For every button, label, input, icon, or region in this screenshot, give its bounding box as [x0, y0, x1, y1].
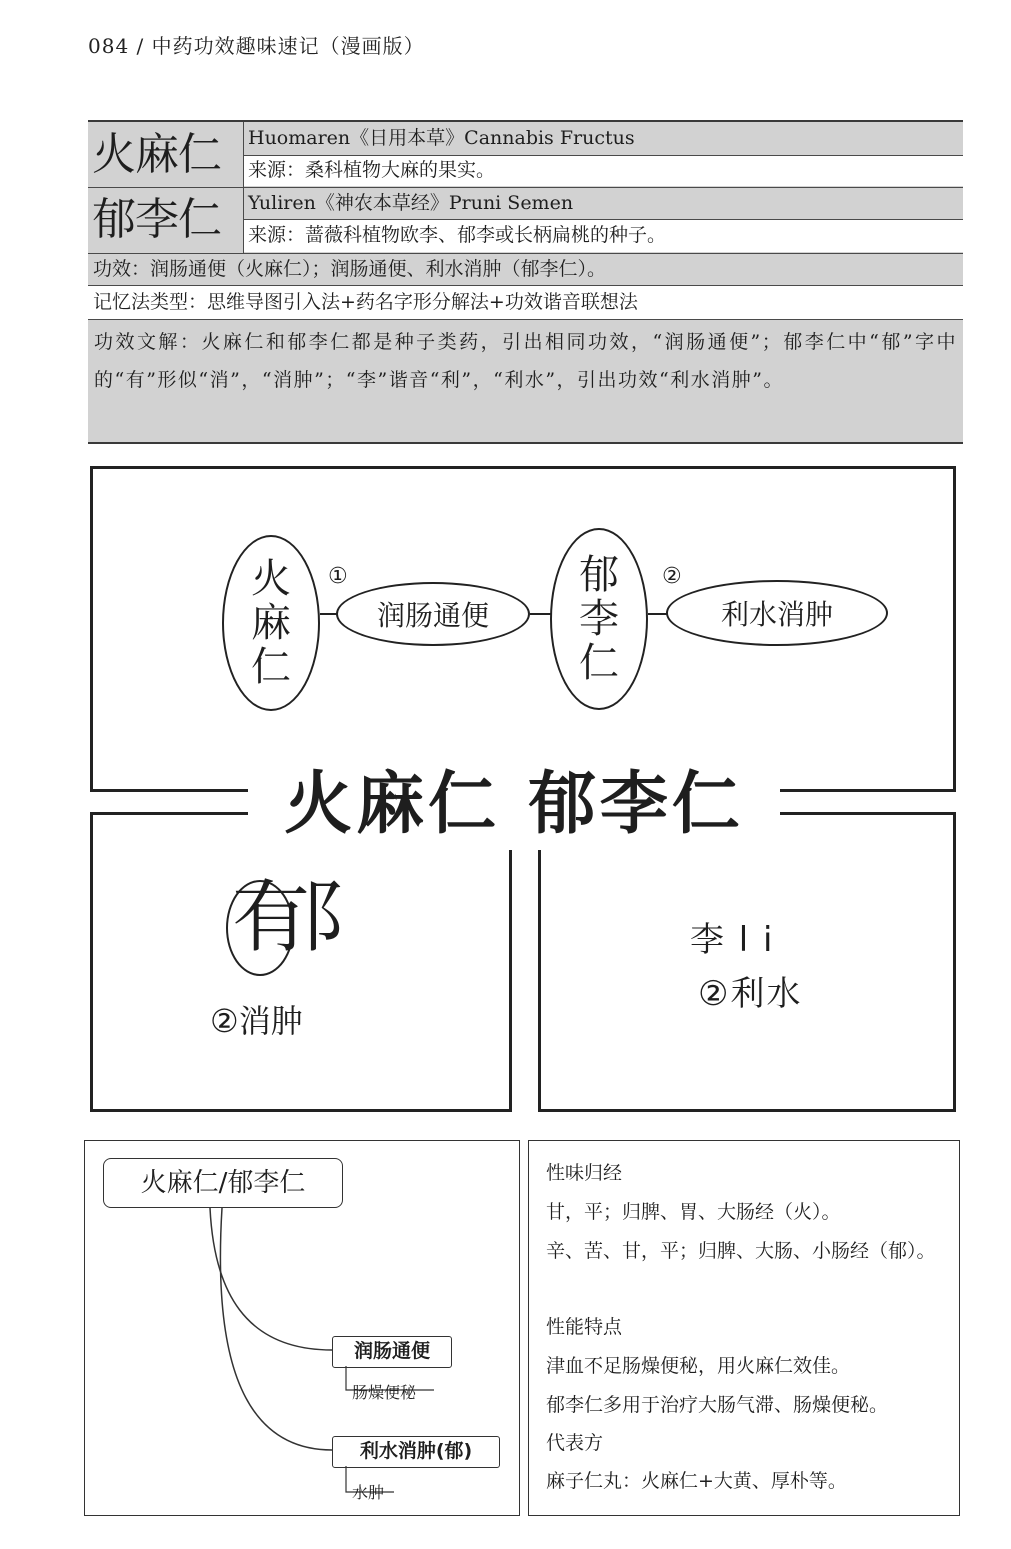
- mindmap-root: 火麻仁/郁李仁: [103, 1158, 343, 1208]
- characteristics-line-1: 津血不足肠燥便秘，用火麻仁效佳。: [546, 1355, 851, 1377]
- mindmap-node-2-sub: 水肿: [352, 1483, 385, 1502]
- herb2-vertical-label: 郁李仁: [579, 552, 619, 686]
- memory-type-row: 记忆法类型：思维导图引入法+药名字形分解法+功效谐音联想法: [93, 291, 638, 313]
- comic-banner-title: 火麻仁 郁李仁: [248, 760, 780, 850]
- herb2-oval: [550, 528, 648, 710]
- left-caption: ②消肿: [210, 1002, 303, 1040]
- herb1-vertical-label: 火麻仁: [251, 556, 291, 690]
- comic-right-panel: [538, 812, 956, 1112]
- li-pinyin-line: 李 l i: [690, 920, 775, 960]
- branch-1: [210, 1208, 332, 1350]
- effect2-oval: [666, 580, 888, 646]
- herb1-latin-line: Huomaren《日用本草》Cannabis Fructus: [248, 127, 635, 149]
- right-caption: ②利水: [698, 974, 803, 1014]
- heading-representative-formula: 代表方: [546, 1432, 604, 1454]
- mindmap-node-2: 利水消肿(郁): [332, 1436, 500, 1468]
- you-glyph: 有: [232, 873, 311, 963]
- explanation-paragraph: 功效文解：火麻仁和郁李仁都是种子类药，引出相同功效，“润肠通便”；郁李仁中“郁”字中的“有”形似“消”，“消肿”；“李”谐音“利”，“利水”，引出功效“利水消肿”。: [94, 331, 957, 391]
- formula-line: 麻子仁丸：火麻仁+大黄、厚朴等。: [546, 1470, 847, 1492]
- ear-radical-glyph: 阝: [300, 873, 379, 963]
- herb2-name: 郁李仁: [92, 194, 221, 245]
- herb2-source: 来源：蔷薇科植物欧李、郁李或长柄扁桃的种子。: [248, 224, 667, 246]
- effect2-label: 利水消肿: [720, 598, 833, 631]
- herb1-source: 来源：桑科植物大麻的果实。: [248, 159, 496, 181]
- branch-2: [220, 1208, 332, 1450]
- nature-line-2: 辛、苦、甘，平；归脾、大肠、小肠经（郁）。: [546, 1240, 936, 1262]
- page-header: 084 / 中药功效趣味速记（漫画版）: [88, 34, 425, 58]
- efficacy-row: 功效：润肠通便（火麻仁）；润肠通便、利水消肿（郁李仁）。: [93, 258, 607, 280]
- mindmap-node-1: 润肠通便: [332, 1336, 452, 1368]
- mindmap-node-1-sub: 肠燥便秘: [352, 1383, 417, 1402]
- herb-info-table: [88, 120, 963, 444]
- effect1-label: 润肠通便: [376, 599, 489, 632]
- characteristics-line-2: 郁李仁多用于治疗大肠气滞、肠燥便秘。: [546, 1394, 889, 1416]
- connector-2: [530, 613, 552, 615]
- effect1-oval: [336, 582, 530, 646]
- herb1-name: 火麻仁: [92, 129, 221, 180]
- herb2-latin-line: Yuliren《神农本草经》Pruni Semen: [248, 192, 574, 214]
- heading-characteristics: 性能特点: [546, 1316, 623, 1338]
- herb1-oval: [222, 535, 320, 711]
- number-two: ②: [662, 564, 682, 589]
- heading-nature-channel: 性味归经: [546, 1162, 623, 1184]
- memory-divider-top: [88, 285, 963, 286]
- connector-3: [648, 613, 668, 615]
- number-one: ①: [328, 564, 348, 589]
- nature-line-1: 甘，平；归脾、胃、大肠经（火）。: [546, 1201, 841, 1223]
